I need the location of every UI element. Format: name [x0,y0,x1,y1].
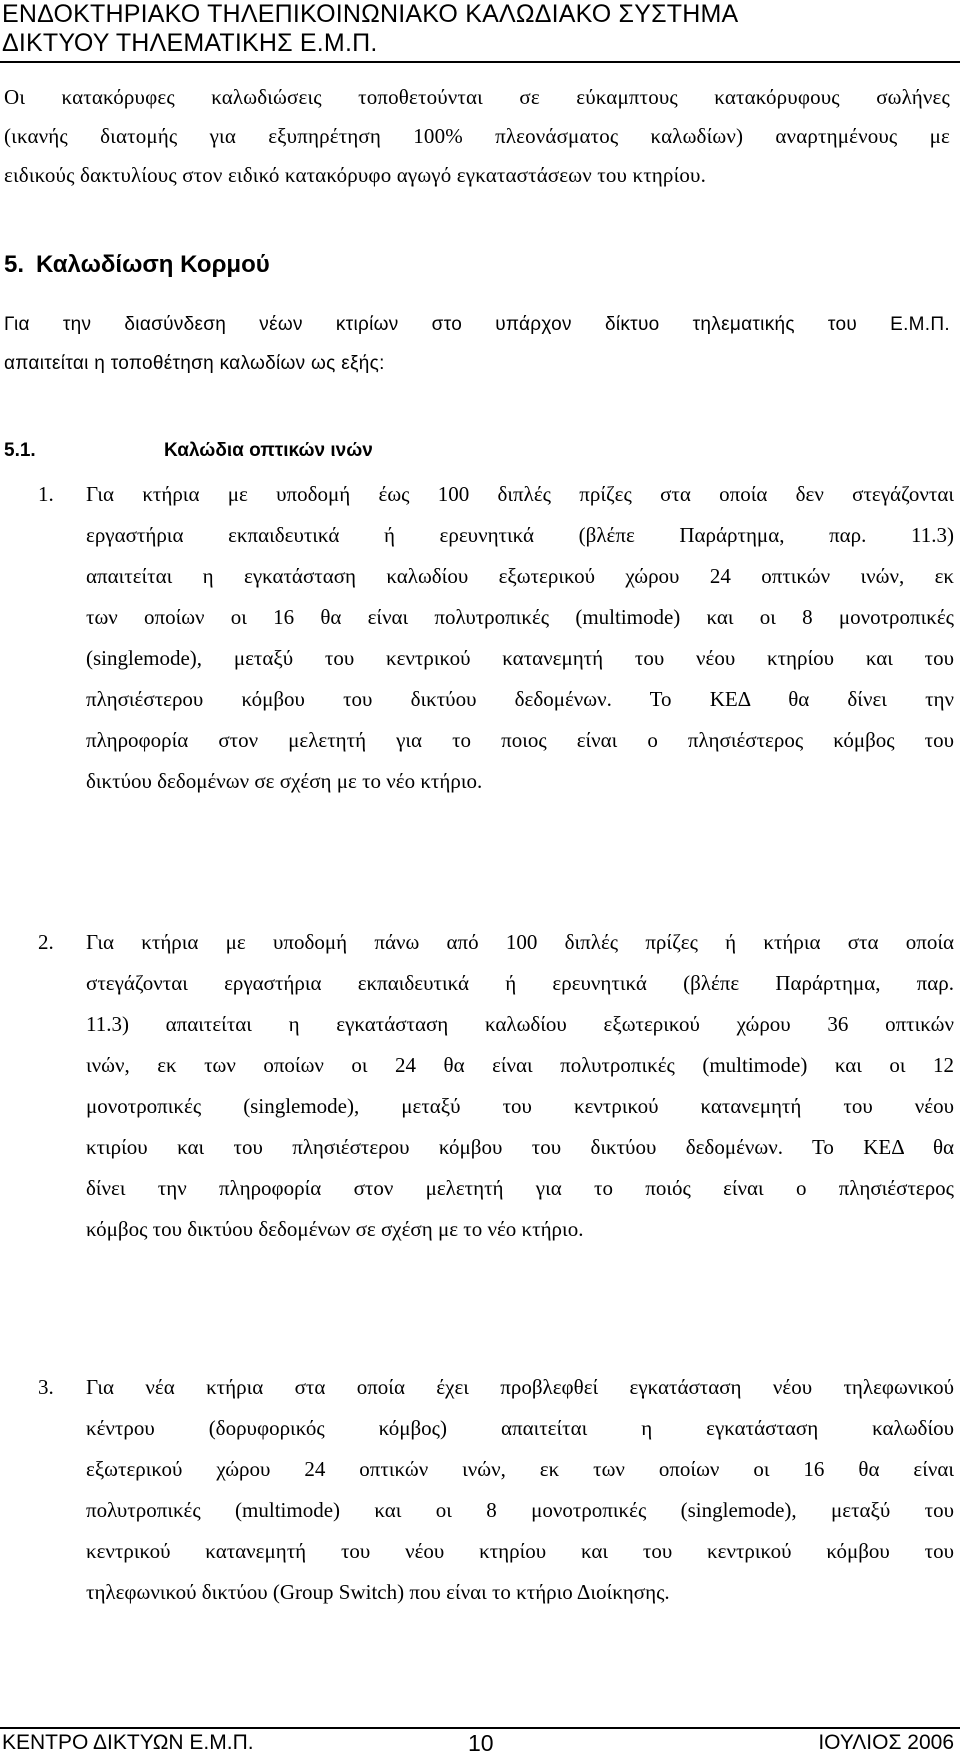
intro-line: (ικανής διατομής για εξυπηρέτηση 100% πλεονάσματος καλωδίων) αναρτημένους με [4,124,950,148]
list-item-line: πολυτροπικές (multimode) και οι 8 μονοτροπικές (singlemode), μεταξύ του [86,1498,954,1522]
list-item-line: εξωτερικού χώρου 24 οπτικών ινών, εκ των οποίων οι 16 θα είναι [86,1457,954,1481]
section-intro-line: απαιτείται η τοποθέτηση καλωδίων ως εξής: [4,353,385,374]
list-item-line: Για νέα κτήρια στα οποία έχει προβλεφθεί εγκατάσταση νέου τηλεφωνικού [86,1375,954,1399]
intro-line: ειδικούς δακτυλίους στον ειδικό κατακόρυφο αγωγό εγκαταστάσεων του κτηρίου. [4,163,706,187]
subsection-title: Καλώδια οπτικών ινών [164,440,373,461]
list-item-line: κόμβος του δικτύου δεδομένων σε σχέση με το νέο κτήριο. [86,1217,584,1241]
list-item-line: δικτύου δεδομένων σε σχέση με το νέο κτήριο. [86,769,483,793]
list-item-line: δίνει την πληροφορία στον μελετητή για το ποιός είναι ο πλησιέστερος [86,1176,954,1200]
intro-paragraph [4,78,950,195]
header-title-line-2: ΔΙΚΤΥΟΥ ΤΗΛΕΜΑΤΙΚΗΣ Ε.Μ.Π. [2,29,378,57]
header-title-line-1: ΕΝΔΟΚΤΗΡΙΑΚΟ ΤΗΛΕΠΙΚΟΙΝΩΝΙΑΚΟ ΚΑΛΩΔΙΑΚΟ ΣΥΣΤΗΜΑ [2,0,739,28]
intro-line: Οι κατακόρυφες καλωδιώσεις τοποθετούνται σε εύκαμπτους κατακόρυφους σωλήνες [4,85,950,109]
subsection-number: 5.1. [4,440,36,461]
subsection-heading [4,439,373,463]
list-item-line: Για κτήρια με υποδομή πάνω από 100 διπλές πρίζες ή κτήρια στα οποία [86,930,954,954]
list-item-line: μονοτροπικές (singlemode), μεταξύ του κεντρικού κατανεμητή του νέου [86,1094,954,1118]
footer-organization: ΚΕΝΤΡΟ ΔΙΚΤΥΩΝ Ε.Μ.Π. [2,1731,254,1754]
list-item-line: κτιρίου και του πλησιέστερου κόμβου του δικτύου δεδομένων. Το ΚΕΔ θα [86,1135,954,1159]
list-item-number: 2. [38,930,54,954]
list-item-line: εργαστήρια εκπαιδευτικά ή ερευνητικά (βλέπε Παράρτημα, παρ. 11.3) [86,523,954,547]
page-footer [0,1730,960,1757]
list-item-line: κεντρικού κατανεμητή του νέου κτηρίου και του κεντρικού κόμβου του [86,1539,954,1563]
footer-date: ΙΟΥΛΙΟΣ 2006 [818,1731,954,1754]
page-number: 10 [468,1730,494,1756]
list-item-text [86,1367,954,1613]
list-item-text [86,922,954,1250]
list-item-line: των οποίων οι 16 θα είναι πολυτροπικές (multimode) και οι 8 μονοτροπικές [86,605,954,629]
list-item-line: τηλεφωνικού δικτύου (Group Switch) που είναι το κτήριο Διοίκησης. [86,1580,670,1604]
list-item-line: Για κτήρια με υποδομή έως 100 διπλές πρίζες στα οποία δεν στεγάζονται [86,482,954,506]
list-item-line: απαιτείται η εγκατάσταση καλωδίου εξωτερικού χώρου 24 οπτικών ινών, εκ [86,564,954,588]
list-item-text [86,474,954,802]
section-title: Καλωδίωση Κορμού [36,251,270,278]
section-heading [4,250,270,280]
section-number: 5. [4,251,25,278]
header-divider [0,61,960,63]
list-item-line: 11.3) απαιτείται η εγκατάσταση καλωδίου εξωτερικού χώρου 36 οπτικών [86,1012,954,1036]
list-item-number: 1. [38,482,54,506]
list-item-line: πλησιέστερου κόμβου του δικτύου δεδομένων. Το ΚΕΔ θα δίνει την [86,687,954,711]
list-item-line: κέντρου (δορυφορικός κόμβος) απαιτείται η εγκατάσταση καλωδίου [86,1416,954,1440]
list-item-number: 3. [38,1375,54,1399]
list-item-line: πληροφορία στον μελετητή για το ποιος είναι ο πλησιέστερος κόμβος του [86,728,954,752]
list-item-line: ινών, εκ των οποίων οι 24 θα είναι πολυτροπικές (multimode) και οι 12 [86,1053,954,1077]
list-item-line: (singlemode), μεταξύ του κεντρικού κατανεμητή του νέου κτηρίου και του [86,646,954,670]
section-intro-line: Για την διασύνδεση νέων κτιρίων στο υπάρχον δίκτυο τηλεματικής του Ε.Μ.Π. [4,314,950,335]
section-intro [4,305,950,383]
list-item-line: στεγάζονται εργαστήρια εκπαιδευτικά ή ερευνητικά (βλέπε Παράρτημα, παρ. [86,971,954,995]
page-header [2,0,952,58]
footer-divider [0,1727,960,1729]
